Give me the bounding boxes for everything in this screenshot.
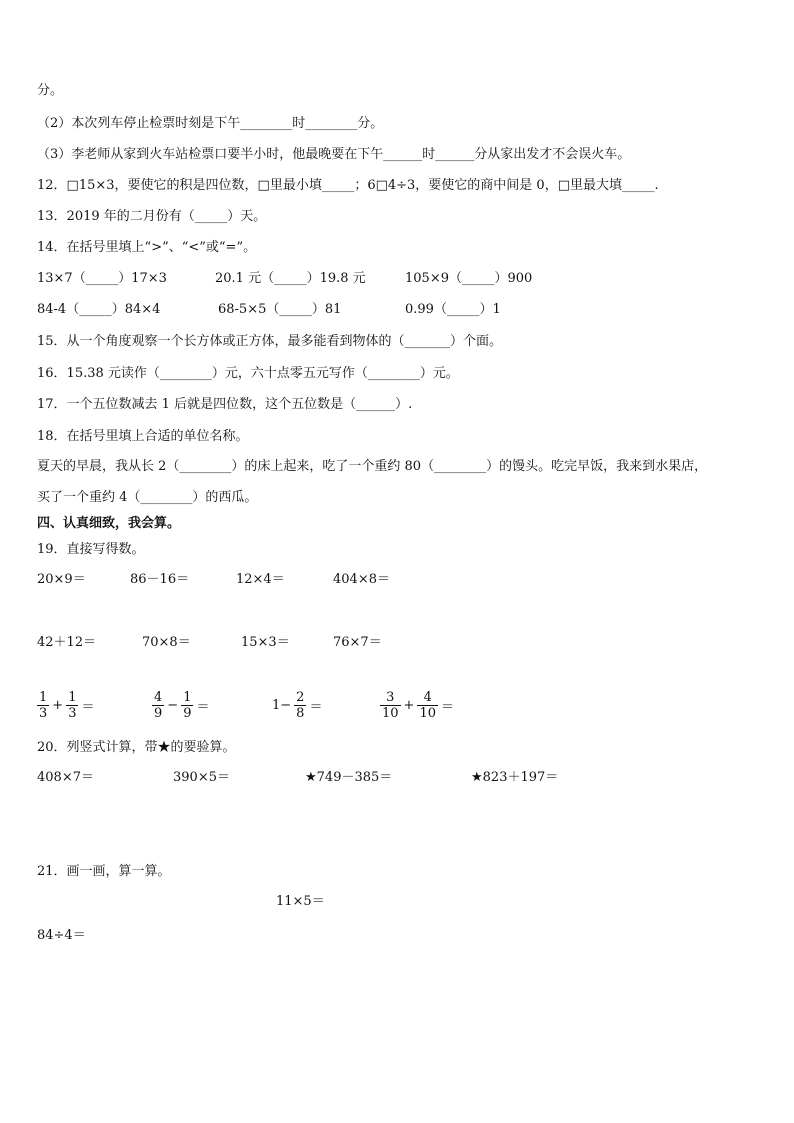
denominator: 10 [419,706,436,721]
calc-item: 15×3＝ [241,635,290,650]
calc-item: 12×4＝ [236,572,285,587]
operator: 1− [272,698,292,713]
fraction-expression [272,690,322,721]
compare-item: 84-4（_____）84×4 [37,302,161,317]
question-18-text: 夏天的早晨，我从长 2（________）的床上起来，吃了一个重约 80（________）的馒头。吃完早饭，我来到水果店， [37,459,708,474]
fraction [380,690,401,721]
calc-item: 42＋12＝ [37,635,97,650]
fraction [417,690,438,721]
denominator: 10 [382,706,399,721]
compare-item: 105×9（_____）900 [405,271,533,286]
calc-item: 404×8＝ [333,572,390,587]
operator: + [52,698,64,713]
vertical-calc-item: 408×7＝ [37,770,94,785]
question-11-3: （3）李老师从家到火车站检票口要半小时，他最晚要在下午______时______分从家出发才不会误火车。 [37,147,631,162]
operator: − [167,698,179,713]
compare-item: 13×7（_____）17×3 [37,271,167,286]
question-18: 18．在括号里填上合适的单位名称。 [37,429,249,444]
fraction-expression [37,690,94,721]
question-21: 21．画一画，算一算。 [37,864,171,879]
equals-sign: ＝ [81,700,95,715]
calc-item: 70×8＝ [142,635,191,650]
question-20: 20．列竖式计算，带★的要验算。 [37,740,236,755]
denominator: 8 [296,706,305,721]
question-16: 16．15.38 元读作（________）元，六十点零五元写作（________）元。 [37,366,459,381]
fraction [152,690,164,721]
vertical-calc-item: ★823＋197＝ [471,770,559,785]
question-15: 15．从一个角度观察一个长方体或正方体，最多能看到物体的（_______）个面。 [37,334,503,349]
compare-item: 20.1 元（_____）19.8 元 [215,271,366,286]
equals-sign: ＝ [309,700,323,715]
calc-item: 20×9＝ [37,572,86,587]
numerator: 1 [68,690,77,705]
question-14: 14．在括号里填上“>”、“<”或“=”。 [37,240,257,255]
denominator: 3 [39,706,48,721]
numerator: 1 [183,690,192,705]
draw-calc-item: 11×5＝ [276,894,325,909]
numerator: 1 [39,690,48,705]
question-11-2: （2）本次列车停止检票时刻是下午________时________分。 [37,116,384,131]
fraction [37,690,49,721]
compare-item: 0.99（_____）1 [405,302,501,317]
fraction [294,690,306,721]
question-13: 13．2019 年的二月份有（_____）天。 [37,209,267,224]
draw-calc-item: 84÷4＝ [37,928,86,943]
question-18-text: 买了一个重约 4（________）的西瓜。 [37,490,258,505]
numerator: 4 [154,690,163,705]
numerator: 4 [423,690,432,705]
compare-item: 68-5×5（_____）81 [218,302,342,317]
fraction [181,690,193,721]
question-12: 12．□15×3，要使它的积是四位数，□里最小填_____；6□4÷3，要使它的商中间是 0，□里最大填_____. [37,178,659,193]
fraction-expression [380,690,454,721]
text-line: 分。 [37,83,64,98]
equals-sign: ＝ [441,700,455,715]
question-17: 17．一个五位数减去 1 后就是四位数，这个五位数是（______）. [37,397,413,412]
vertical-calc-item: ★749－385＝ [305,770,393,785]
numerator: 3 [386,690,395,705]
denominator: 9 [183,706,192,721]
calc-item: 86－16＝ [130,572,190,587]
operator: + [403,698,415,713]
fraction-expression [152,690,209,721]
vertical-calc-item: 390×5＝ [173,770,230,785]
equals-sign: ＝ [196,700,210,715]
section-heading: 四、认真细致，我会算。 [37,516,181,531]
denominator: 9 [154,706,163,721]
calc-item: 76×7＝ [333,635,382,650]
numerator: 2 [296,690,305,705]
question-19: 19．直接写得数。 [37,542,145,557]
denominator: 3 [68,706,77,721]
fraction [66,690,78,721]
